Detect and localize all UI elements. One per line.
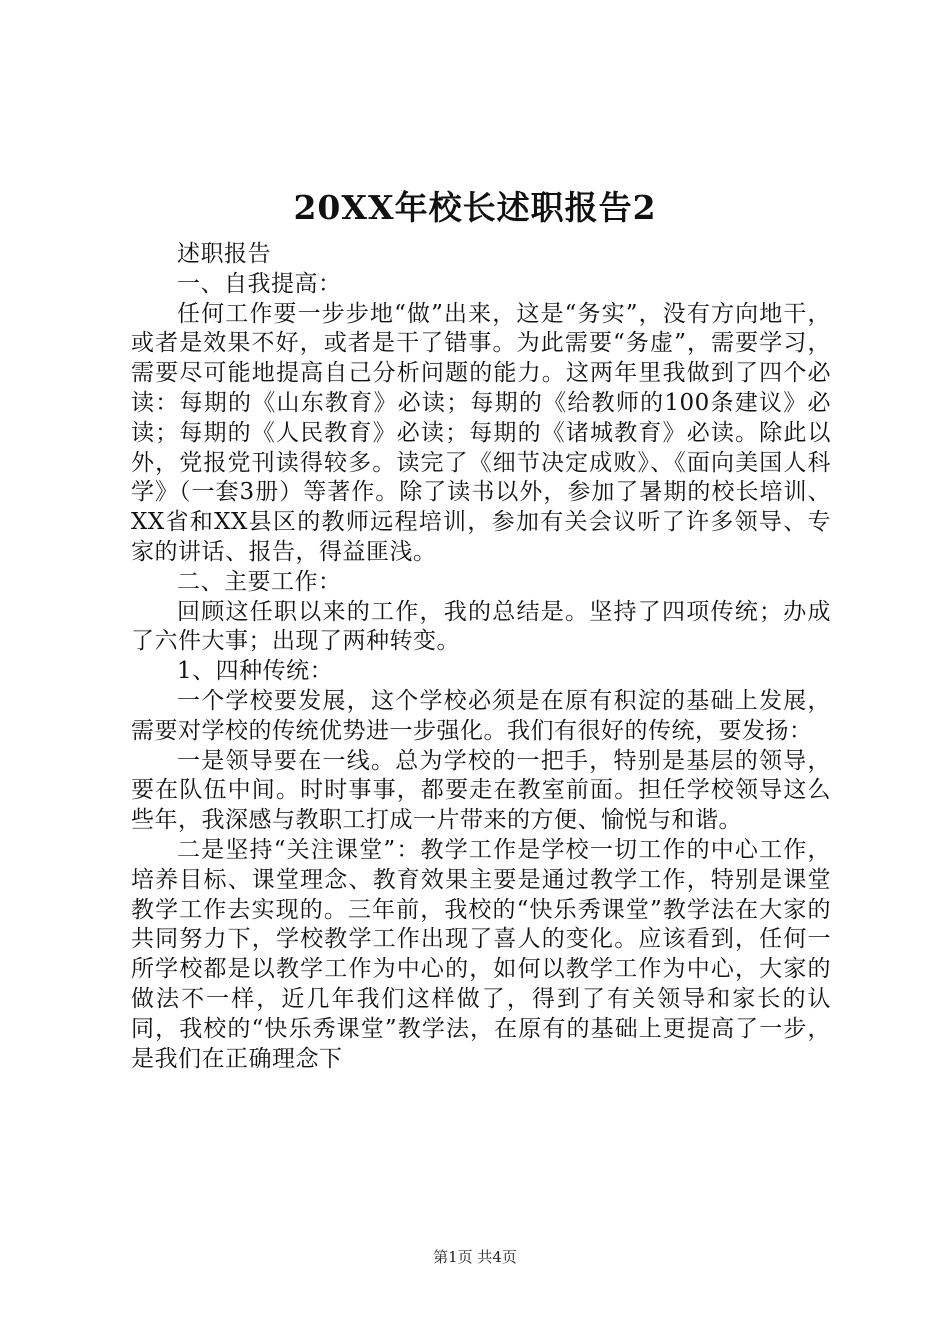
page-footer: 第1页 共4页 <box>433 1248 517 1266</box>
paragraph: 一是领导要在一线。总为学校的一把手，特别是基层的领导，要在队伍中间。时时事事，都要走在教室前面。担任学校领导这么些年，我深感与教职工打成一片带来的方便、愉悦与和谐。 <box>131 747 831 834</box>
paragraph-heading: 述职报告 <box>177 241 271 267</box>
paragraph: 一个学校要发展，这个学校必须是在原有积淀的基础上发展，需要对学校的传统优势进一步强化。我们有很好的传统，要发扬： <box>131 687 831 744</box>
paragraph: 回顾这任职以来的工作，我的总结是。坚持了四项传统；办成了六件大事；出现了两种转变。 <box>131 598 831 655</box>
document-title: 20XX年校长述职报告2 <box>293 188 657 227</box>
paragraph-section-1: 一、自我提高： <box>177 270 342 297</box>
paragraph: 二是坚持“关注课堂”：教学工作是学校一切工作的中心工作，培养目标、课堂理念、教育效果主要是通过教学工作，特别是课堂教学工作去实现的。三年前，我校的“快乐秀课堂”教学法在大家的共同努力下，学校教学工作出现了喜人的变化。应该看到，任何一所学校都是以教学工作为中心的，如何以教学工作为中心，大家的做法不一样，近几年我们这样做了，得到了有关领导和家长的认同，我校的“快乐秀课堂”教学法，在原有的基础上更提高了一步，是我们在正确理念下 <box>131 836 831 1072</box>
paragraph: 任何工作要一步步地“做”出来，这是“务实”，没有方向地干，或者是效果不好，或者是干了错事。为此需要“务虚”，需要学习，需要尽可能地提高自己分析问题的能力。这两年里我做到了四个必读：每期的《山东教育》必读；每期的《给教师的100条建议》必读；每期的《人民教育》必读；每期的《诸城教育》必读。除此以外，党报党刊读得较多。读完了《细节决定成败》、《面向美国人科学》（一套3册）等著作。除了读书以外，参加了暑期的校长培训、XX省和XX县区的教师远程培训，参加有关会议听了许多领导、专家的讲话、报告，得益匪浅。 <box>131 300 831 565</box>
document-body <box>131 240 831 1074</box>
paragraph-subsection-1: 1、四种传统： <box>177 658 334 685</box>
paragraph-section-2: 二、主要工作： <box>177 568 342 595</box>
